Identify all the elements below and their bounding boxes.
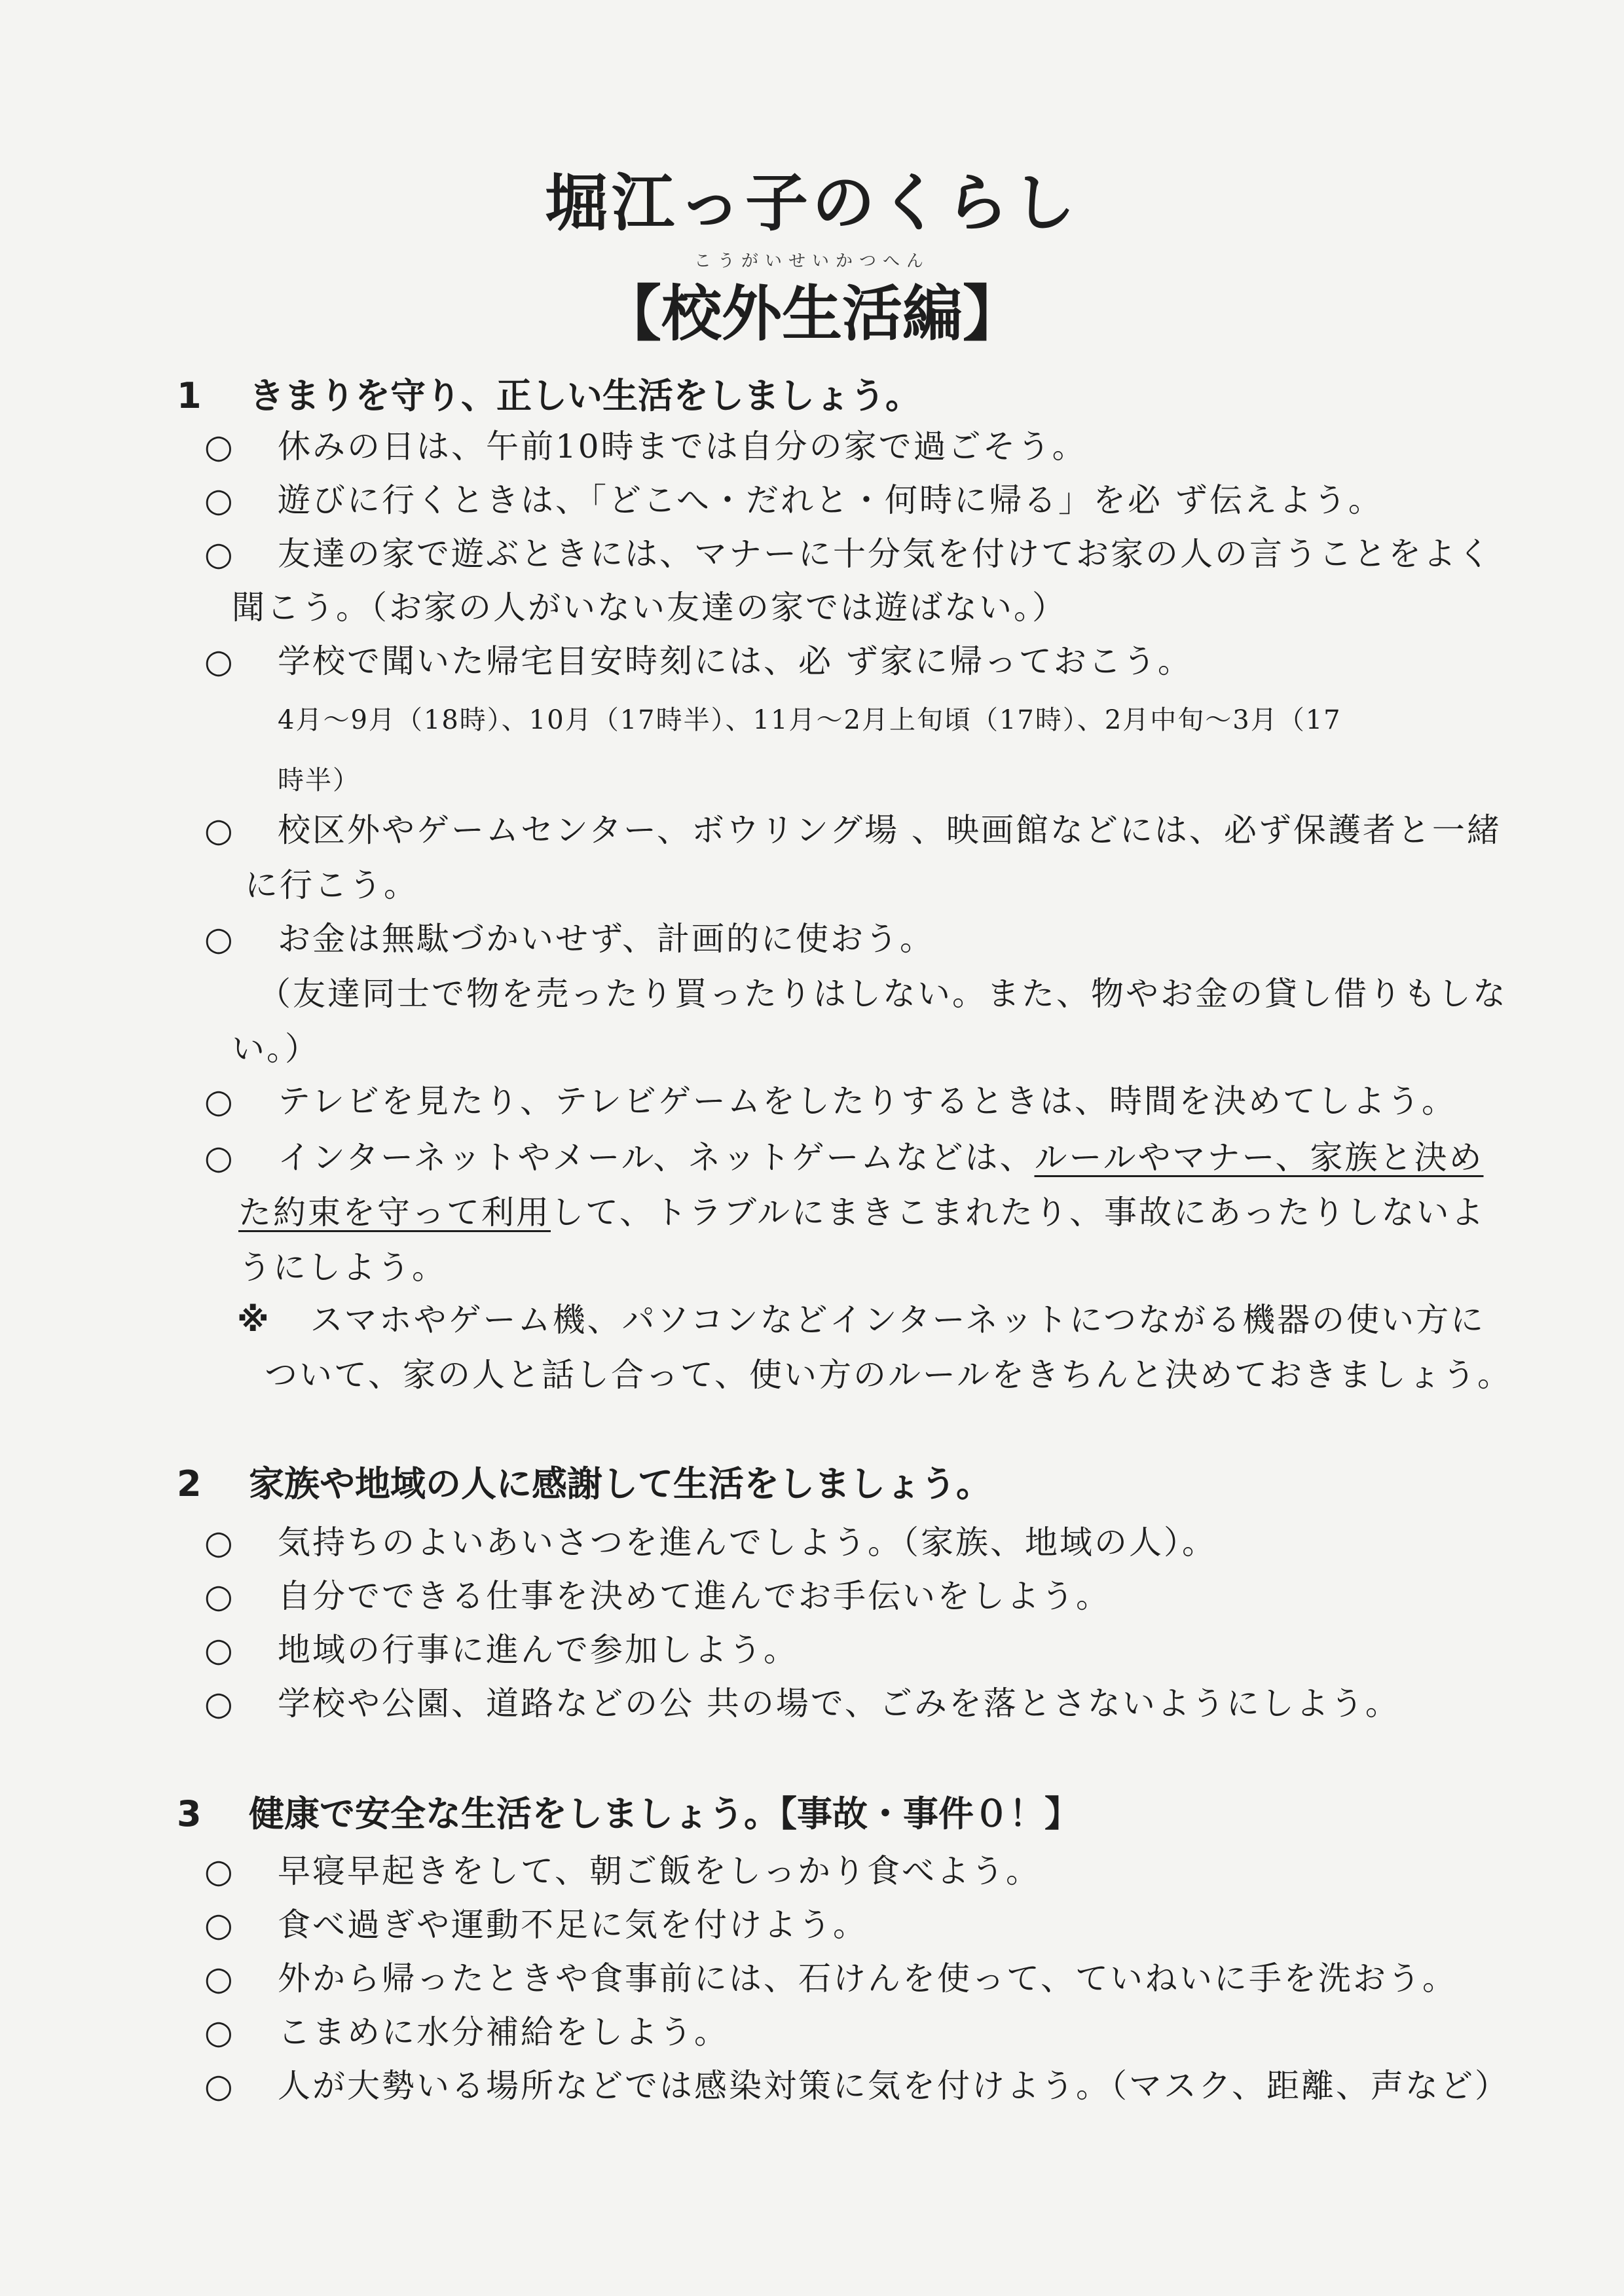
list-item: ○ 友達の家で遊ぶときには、マナーに十分気を付けてお家の人の言うことをよく bbox=[204, 526, 1593, 581]
list-item: ○ 学校や公園、道路などの公 共の場で、ごみを落とさないようにしよう。 bbox=[204, 1676, 1593, 1731]
bullet-icon: ○ bbox=[204, 535, 235, 573]
list-item-continuation: うにしよう。 bbox=[238, 1248, 447, 1286]
list-item: ○ 地域の行事に進んで参加しよう。 bbox=[204, 1622, 1593, 1677]
bullet-icon: ○ bbox=[204, 1959, 235, 1997]
list-item: ○ 食べ過ぎや運動不足に気を付けよう。 bbox=[204, 1897, 1593, 1952]
bullet-icon: ○ bbox=[204, 481, 235, 519]
list-item: ○ インターネットやメール、ネットゲームなどは、ルールやマナー、家族と決め bbox=[204, 1130, 1593, 1185]
list-item: ○ こまめに水分補給をしよう。 bbox=[204, 2005, 1593, 2060]
bullet-icon: ○ bbox=[204, 1082, 235, 1120]
list-item: ○ 自分でできる仕事を決めて進んでお手伝いをしよう。 bbox=[204, 1569, 1593, 1624]
bullet-icon: ○ bbox=[204, 428, 235, 465]
section-3-heading bbox=[177, 1791, 1080, 1837]
list-item: ○ 外から帰ったときや食事前には、石けんを使って、ていねいに手を洗おう。 bbox=[204, 1951, 1593, 2006]
schedule-text-continuation: 時半） bbox=[278, 765, 360, 795]
section-title: きまりを守り、正しい生活をしましょう。 bbox=[249, 375, 921, 416]
note-mark: ※ bbox=[237, 1301, 271, 1339]
list-item-note: （友達同士で物を売ったり買ったりはしない。また、物やお金の貸し借りもしな bbox=[258, 975, 1507, 1013]
list-item: ○ 気持ちのよいあいさつを進んでしよう。（家族、地域の人）。 bbox=[204, 1515, 1593, 1570]
list-item: ○ 校区外やゲームセンター、ボウリング場 、映画館などには、必ず保護者と一緒 bbox=[204, 803, 1593, 858]
list-item: ○ 早寝早起きをして、朝ご飯をしっかり食べよう。 bbox=[204, 1844, 1593, 1899]
underlined-text: ルールやマナー、家族と決め bbox=[1034, 1139, 1484, 1176]
list-item-note-continuation: い。） bbox=[232, 1030, 320, 1068]
bullet-icon: ○ bbox=[204, 1906, 235, 1944]
list-item: ○ 人が大勢いる場所などでは感染対策に気を付けよう。（マスク、距離、声など） bbox=[204, 2058, 1593, 2113]
list-item: ○ 学校で聞いた帰宅目安時刻には、必 ず家に帰っておこう。 bbox=[204, 634, 1593, 689]
section-2-heading bbox=[177, 1461, 991, 1507]
bullet-icon: ○ bbox=[204, 1139, 235, 1176]
subtitle-ruby: こうがいせいかつへん bbox=[693, 251, 930, 271]
list-item-continuation: に行こう。 bbox=[245, 866, 418, 904]
list-item: ○ 休みの日は、午前10時までは自分の家で過ごそう。 bbox=[204, 419, 1593, 474]
bullet-icon: ○ bbox=[204, 811, 235, 849]
section-number: 1 bbox=[177, 375, 202, 416]
list-item-continuation: 聞こう。（お家の人がいない友達の家では遊ばない。） bbox=[232, 589, 1067, 627]
underlined-text: た約束を守って利用 bbox=[238, 1194, 551, 1231]
bullet-icon: ○ bbox=[204, 2067, 235, 2105]
section-number: 2 bbox=[177, 1463, 202, 1504]
bullet-icon: ○ bbox=[204, 920, 235, 958]
bullet-icon: ○ bbox=[204, 1523, 235, 1561]
list-item: ○ 遊びに行くときは、「どこへ・だれと・何時に帰る」を必 ず伝えよう。 bbox=[204, 473, 1593, 528]
page-title: 堀江っ子のくらし bbox=[545, 166, 1079, 240]
list-item-continuation: た約束を守って利用して、トラブルにまきこまれたり、事故にあったりしないよ bbox=[238, 1194, 1486, 1231]
note-continuation: ついて、家の人と話し合って、使い方のルールをきちんと決めておきましょう。 bbox=[265, 1356, 1512, 1394]
bullet-icon: ○ bbox=[204, 1577, 235, 1615]
page-subtitle: 【校外生活編】 bbox=[600, 279, 1023, 349]
bullet-icon: ○ bbox=[204, 2013, 235, 2051]
section-title: 家族や地域の人に感謝して生活をしましょう。 bbox=[249, 1463, 991, 1504]
list-item: ○ テレビを見たり、テレビゲームをしたりするときは、時間を決めてしよう。 bbox=[204, 1074, 1593, 1129]
section-number: 3 bbox=[177, 1793, 202, 1834]
bullet-icon: ○ bbox=[204, 642, 235, 680]
note-block: ※ スマホやゲーム機、パソコンなどインターネットにつながる機器の使い方に bbox=[237, 1301, 1486, 1339]
bullet-icon: ○ bbox=[204, 1685, 235, 1722]
bullet-icon: ○ bbox=[204, 1852, 235, 1890]
section-1-heading bbox=[177, 373, 921, 419]
schedule-text: 4月～9月（18時）、10月（17時半）、11月～2月上旬頃（17時）、2月中旬～3月（17 bbox=[278, 705, 1342, 735]
bullet-icon: ○ bbox=[204, 1631, 235, 1669]
section-title: 健康で安全な生活をしましょう。【事故・事件０！】 bbox=[249, 1793, 1080, 1834]
list-item: ○ お金は無駄づかいせず、計画的に使おう。 bbox=[204, 911, 1593, 966]
